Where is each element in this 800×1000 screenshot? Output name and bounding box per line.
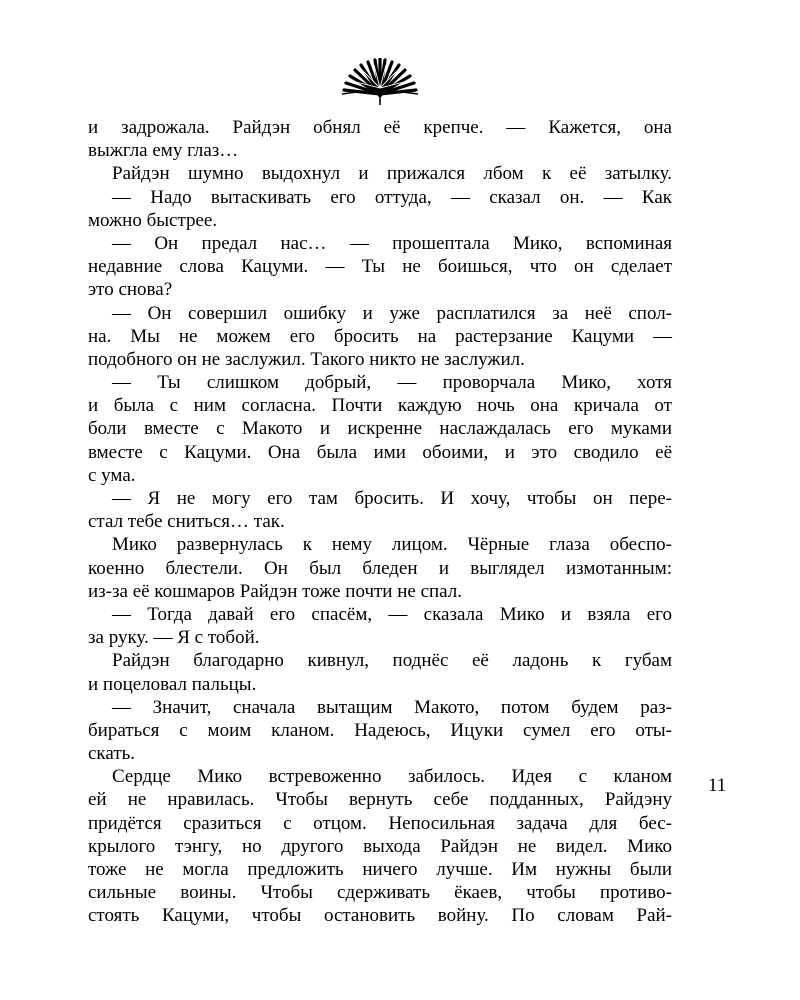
text-line: тоже не могла предложить ничего лучше. Им нужны были	[88, 859, 672, 880]
text-line: за руку. — Я с тобой.	[88, 627, 260, 649]
fan-ornament-icon	[338, 58, 422, 106]
text-line: и была с ним согласна. Почти каждую ночь она кричала от	[88, 395, 672, 417]
text-line: ей не нравилась. Чтобы вернуть себе подданных, Райдэну	[88, 789, 672, 811]
text-line: сильные воины. Чтобы сдерживать ёкаев, чтобы противо-	[88, 882, 672, 904]
text-line: скать.	[88, 743, 136, 765]
text-line: — Он предал нас… — прошептала Мико, вспоминая	[112, 232, 672, 254]
text-line: стоять Кацуми, чтобы остановить войну. По словам Рай-	[88, 905, 672, 927]
text-line: вместе с Кацуми. Она была ими обоими, и это сводило её	[88, 441, 672, 463]
text-line: — Ты слишком добрый, — проворчала Мико, хотя	[112, 372, 672, 394]
text-line: боли вместе с Макото и искренне наслаждалась его муками	[88, 418, 672, 440]
text-line: можно быстрее.	[88, 209, 218, 231]
text-line: — Я не могу его там бросить. И хочу, чтобы он пере-	[112, 488, 672, 509]
text-line: Мико развернулась к нему лицом. Чёрные глаза обеспо-	[112, 534, 672, 556]
text-line: стал тебе сниться… так.	[88, 511, 285, 533]
text-line: бираться с моим кланом. Надеюсь, Ицуки сумел его оты-	[88, 719, 672, 741]
page-text	[88, 116, 672, 928]
text-line: Сердце Мико встревоженно забилось. Идея с кланом	[112, 766, 672, 788]
text-line: недавние слова Кацуми. — Ты не боишься, что он сделает	[88, 256, 672, 278]
text-line: с ума.	[88, 464, 136, 486]
text-line: выжгла ему глаз…	[88, 140, 239, 162]
text-line: и поцеловал пальцы.	[88, 673, 257, 695]
text-line: и задрожала. Райдэн обнял её крепче. — Кажется, она	[88, 117, 672, 138]
text-line: крылого тэнгу, но другого выхода Райдэн не видел. Мико	[88, 835, 672, 857]
text-line: это снова?	[88, 279, 173, 301]
text-line: Райдэн благодарно кивнул, поднёс её ладонь к губам	[112, 650, 672, 672]
text-line: — Тогда давай его спасём, — сказала Мико и взяла его	[112, 603, 672, 625]
text-line: — Значит, сначала вытащим Макото, потом будем раз-	[112, 696, 672, 718]
text-line: коенно блестели. Он был бледен и выглядел измотанным:	[88, 557, 672, 579]
text-line: — Он совершил ошибку и уже расплатился за неё спол-	[112, 302, 672, 324]
text-line: из-за её кошмаров Райдэн тоже почти не спал.	[88, 580, 463, 602]
page-number: 11	[708, 775, 727, 796]
text-line: Райдэн шумно выдохнул и прижался лбом к её затылку.	[112, 163, 672, 185]
text-line: подобного он не заслужил. Такого никто не заслужил.	[88, 348, 525, 370]
text-line: на. Мы не можем его бросить на растерзание Кацуми —	[88, 325, 672, 347]
text-line: — Надо вытаскивать его оттуда, — сказал он. — Как	[112, 186, 672, 208]
text-line: придётся сразиться с отцом. Непосильная задача для бес-	[88, 812, 672, 834]
